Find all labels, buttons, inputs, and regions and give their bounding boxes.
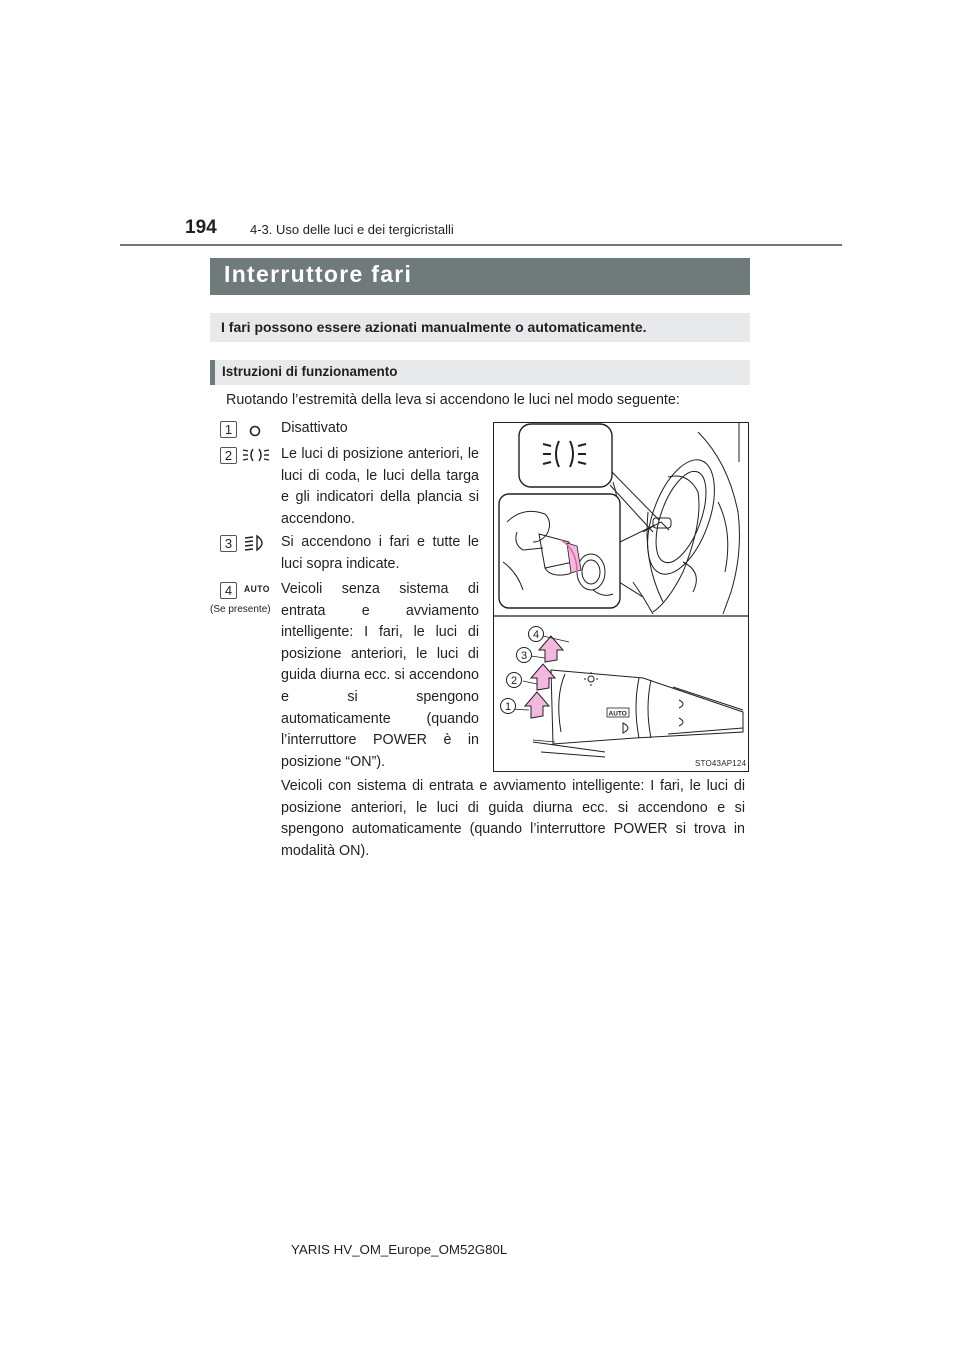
subsection-accent <box>210 360 215 385</box>
subsection-title: Istruzioni di funzionamento <box>222 364 398 379</box>
hand-inset <box>499 494 620 608</box>
item-text-4: Veicoli senza sistema di entrata e avviamento intelligente: I fari, le luci di posizione anteriori, le luci di guida diurna ecc. si accendono e si spengono automaticamente (quando l’interruttore POWER è in posizione “ON”). <box>281 581 479 770</box>
item-number-3: 3 <box>220 535 237 552</box>
callout-4: 4 <box>532 629 540 641</box>
lead-text: Ruotando l’estremità della leva si accendono le luci nel modo seguente: <box>226 392 680 408</box>
symbol-inset <box>519 424 612 487</box>
item-number-2: 2 <box>220 447 237 464</box>
bottom-paragraph: Veicoli con sistema di entrata e avviamento intelligente: I fari, le luci di posizione anteriori, le luci di guida diurna ecc. si accendono e si spengono automaticamente (quando l’interruttore POWER si trova in modalità ON). <box>281 778 745 859</box>
headlight-icon <box>244 534 268 552</box>
callout-3: 3 <box>520 650 528 662</box>
switch-auto-label: AUTO <box>608 710 627 718</box>
item-number-4: 4 <box>220 582 237 599</box>
figure-code: STO43AP124 <box>695 759 747 768</box>
item-text-3: Si accendono i fari e tutte le luci sopra indicate. <box>281 534 479 572</box>
page-title: Interruttore fari <box>224 261 413 287</box>
item-number-1: 1 <box>220 421 237 438</box>
intro-text: I fari possono essere azionati manualmente o automaticamente. <box>221 319 647 335</box>
callout-1: 1 <box>504 701 512 713</box>
item-text-2: Le luci di posizione anteriori, le luci di coda, le luci della targa e gli indicatori della plancia si accendono. <box>281 446 479 527</box>
footer: YARIS HV_OM_Europe_OM52G80L <box>291 1242 508 1257</box>
callout-2: 2 <box>510 675 518 687</box>
section-label: 4-3. Uso delle luci e dei tergicristalli <box>250 222 454 237</box>
page-number: 194 <box>185 217 217 238</box>
headlight-switch-illustration <box>493 422 749 772</box>
position-lights-icon <box>242 446 270 464</box>
auto-icon: AUTO <box>244 584 270 595</box>
off-circle-icon <box>248 424 262 438</box>
optional-note: (Se presente) <box>210 604 271 615</box>
item-text-1: Disattivato <box>281 420 348 436</box>
header-rule <box>120 244 842 246</box>
